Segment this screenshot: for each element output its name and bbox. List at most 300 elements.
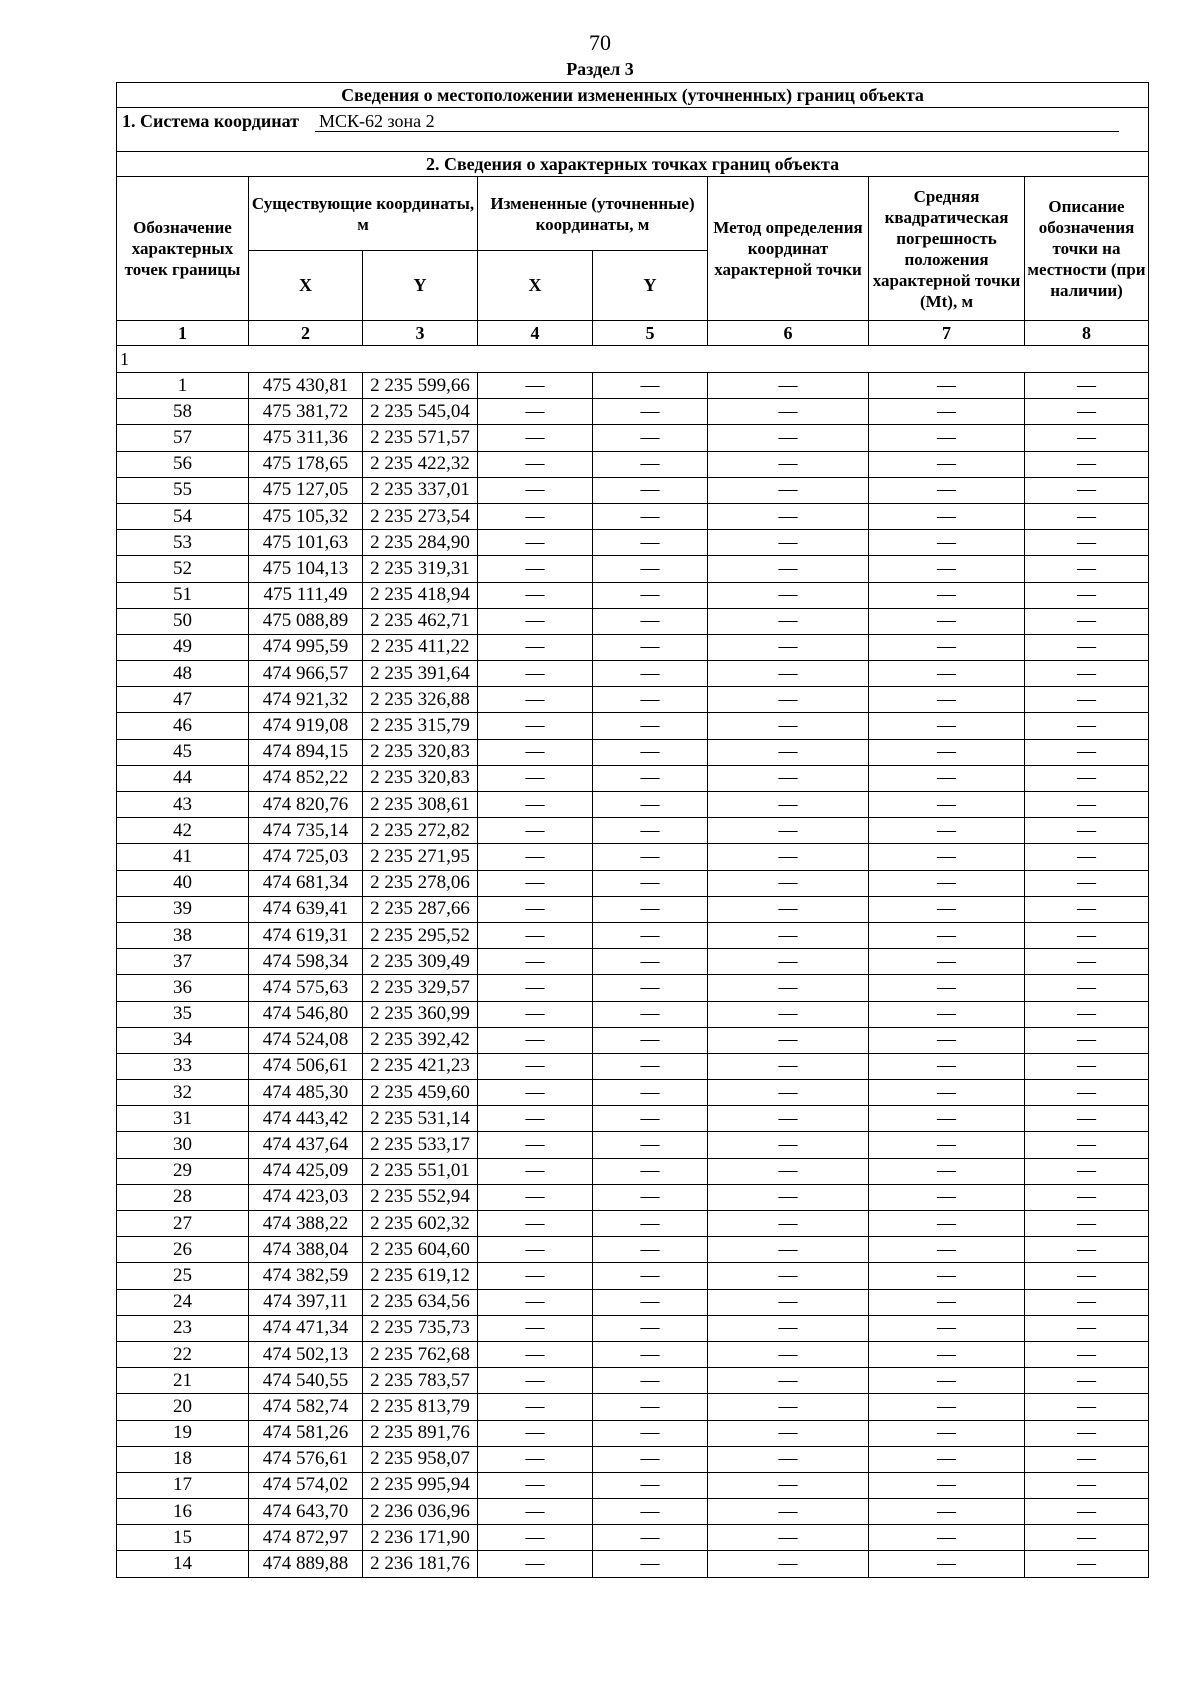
- changed-x-cell: —: [478, 503, 593, 529]
- point-id-cell: 23: [117, 1315, 249, 1341]
- existing-x-cell: 475 111,49: [249, 582, 363, 608]
- existing-y-cell: 2 235 599,66: [363, 373, 478, 399]
- method-cell: —: [708, 739, 869, 765]
- description-cell: —: [1025, 975, 1149, 1001]
- method-cell: —: [708, 1106, 869, 1132]
- description-cell: —: [1025, 870, 1149, 896]
- existing-y-cell: 2 235 295,52: [363, 922, 478, 948]
- accuracy-cell: —: [869, 1001, 1025, 1027]
- changed-y-cell: —: [593, 1027, 708, 1053]
- description-cell: —: [1025, 373, 1149, 399]
- existing-x-cell: 474 388,04: [249, 1237, 363, 1263]
- existing-x-cell: 474 582,74: [249, 1394, 363, 1420]
- changed-x-cell: —: [478, 1106, 593, 1132]
- changed-y-cell: —: [593, 1184, 708, 1210]
- description-cell: —: [1025, 1237, 1149, 1263]
- accuracy-cell: —: [869, 634, 1025, 660]
- changed-x-cell: —: [478, 634, 593, 660]
- method-cell: —: [708, 1551, 869, 1577]
- changed-y-cell: —: [593, 1394, 708, 1420]
- changed-x-cell: —: [478, 530, 593, 556]
- method-cell: —: [708, 949, 869, 975]
- existing-y-cell: 2 235 602,32: [363, 1211, 478, 1237]
- changed-x-cell: —: [478, 1472, 593, 1498]
- method-cell: —: [708, 1525, 869, 1551]
- changed-x-cell: —: [478, 373, 593, 399]
- point-id-cell: 33: [117, 1053, 249, 1079]
- accuracy-cell: —: [869, 530, 1025, 556]
- method-cell: —: [708, 818, 869, 844]
- method-cell: —: [708, 608, 869, 634]
- accuracy-cell: —: [869, 1289, 1025, 1315]
- existing-y-cell: 2 235 329,57: [363, 975, 478, 1001]
- changed-y-cell: —: [593, 503, 708, 529]
- point-id-cell: 56: [117, 451, 249, 477]
- changed-y-cell: —: [593, 582, 708, 608]
- existing-y-cell: 2 235 411,22: [363, 634, 478, 660]
- existing-x-cell: 474 423,03: [249, 1184, 363, 1210]
- changed-y-cell: —: [593, 1158, 708, 1184]
- changed-y-cell: —: [593, 1237, 708, 1263]
- description-cell: —: [1025, 687, 1149, 713]
- changed-y-cell: —: [593, 1420, 708, 1446]
- accuracy-cell: —: [869, 451, 1025, 477]
- column-number: 8: [1025, 321, 1149, 346]
- point-id-cell: 40: [117, 870, 249, 896]
- method-cell: —: [708, 1420, 869, 1446]
- description-cell: —: [1025, 477, 1149, 503]
- existing-y-cell: 2 235 421,23: [363, 1053, 478, 1079]
- accuracy-cell: —: [869, 1394, 1025, 1420]
- method-cell: —: [708, 1263, 869, 1289]
- point-id-cell: 20: [117, 1394, 249, 1420]
- description-cell: —: [1025, 1551, 1149, 1577]
- table-row: [117, 1237, 1149, 1263]
- table-row: [117, 818, 1149, 844]
- point-id-cell: 51: [117, 582, 249, 608]
- changed-y-cell: —: [593, 425, 708, 451]
- accuracy-cell: —: [869, 1420, 1025, 1446]
- table-row: [117, 373, 1149, 399]
- changed-y-cell: —: [593, 1053, 708, 1079]
- changed-y-cell: —: [593, 1132, 708, 1158]
- header-description: Описание обозначения точки на местности (при наличии): [1025, 177, 1149, 321]
- accuracy-cell: —: [869, 1446, 1025, 1472]
- description-cell: —: [1025, 844, 1149, 870]
- description-cell: —: [1025, 530, 1149, 556]
- point-id-cell: 22: [117, 1341, 249, 1367]
- description-cell: —: [1025, 1315, 1149, 1341]
- changed-x-cell: —: [478, 1237, 593, 1263]
- method-cell: —: [708, 425, 869, 451]
- changed-y-cell: —: [593, 634, 708, 660]
- method-cell: —: [708, 896, 869, 922]
- description-cell: —: [1025, 1001, 1149, 1027]
- table-row: [117, 1211, 1149, 1237]
- table-row: [117, 1499, 1149, 1525]
- accuracy-cell: —: [869, 1184, 1025, 1210]
- description-cell: —: [1025, 399, 1149, 425]
- existing-y-cell: 2 235 273,54: [363, 503, 478, 529]
- changed-y-cell: —: [593, 608, 708, 634]
- table-row: [117, 661, 1149, 687]
- description-cell: —: [1025, 1446, 1149, 1472]
- method-cell: —: [708, 399, 869, 425]
- table-row: [117, 1341, 1149, 1367]
- accuracy-cell: —: [869, 556, 1025, 582]
- point-id-cell: 48: [117, 661, 249, 687]
- existing-x-cell: 474 735,14: [249, 818, 363, 844]
- changed-x-cell: —: [478, 556, 593, 582]
- existing-y-cell: 2 236 181,76: [363, 1551, 478, 1577]
- changed-x-cell: —: [478, 765, 593, 791]
- changed-y-cell: —: [593, 1001, 708, 1027]
- method-cell: —: [708, 1132, 869, 1158]
- existing-x-cell: 474 506,61: [249, 1053, 363, 1079]
- point-id-cell: 34: [117, 1027, 249, 1053]
- description-cell: —: [1025, 765, 1149, 791]
- existing-x-cell: 474 437,64: [249, 1132, 363, 1158]
- column-number: 5: [593, 321, 708, 346]
- changed-x-cell: —: [478, 713, 593, 739]
- description-cell: —: [1025, 713, 1149, 739]
- method-cell: —: [708, 1080, 869, 1106]
- description-cell: —: [1025, 1132, 1149, 1158]
- section-title: Раздел 3: [566, 59, 634, 79]
- method-cell: —: [708, 556, 869, 582]
- table-row: [117, 1080, 1149, 1106]
- existing-x-cell: 474 581,26: [249, 1420, 363, 1446]
- existing-y-cell: 2 235 533,17: [363, 1132, 478, 1158]
- header-point-designation: Обозначение характерных точек границы: [117, 177, 249, 321]
- changed-x-cell: —: [478, 1420, 593, 1446]
- description-cell: —: [1025, 1080, 1149, 1106]
- table-row: [117, 1027, 1149, 1053]
- changed-x-cell: —: [478, 1289, 593, 1315]
- accuracy-cell: —: [869, 1499, 1025, 1525]
- method-cell: —: [708, 1158, 869, 1184]
- existing-x-cell: 474 619,31: [249, 922, 363, 948]
- accuracy-cell: —: [869, 1080, 1025, 1106]
- description-cell: —: [1025, 922, 1149, 948]
- point-id-cell: 17: [117, 1472, 249, 1498]
- table-row: [117, 1525, 1149, 1551]
- column-number: 4: [478, 321, 593, 346]
- table-row: [117, 844, 1149, 870]
- table-row: [117, 1368, 1149, 1394]
- description-cell: —: [1025, 739, 1149, 765]
- existing-y-cell: 2 235 272,82: [363, 818, 478, 844]
- description-cell: —: [1025, 608, 1149, 634]
- method-cell: —: [708, 1211, 869, 1237]
- existing-y-cell: 2 235 995,94: [363, 1472, 478, 1498]
- changed-x-cell: —: [478, 1132, 593, 1158]
- changed-x-cell: —: [478, 1315, 593, 1341]
- existing-y-cell: 2 236 036,96: [363, 1499, 478, 1525]
- existing-y-cell: 2 235 551,01: [363, 1158, 478, 1184]
- existing-y-cell: 2 235 545,04: [363, 399, 478, 425]
- table-row: [117, 687, 1149, 713]
- table-row: [117, 739, 1149, 765]
- existing-x-cell: 474 471,34: [249, 1315, 363, 1341]
- changed-y-cell: —: [593, 1551, 708, 1577]
- description-cell: —: [1025, 1184, 1149, 1210]
- description-cell: —: [1025, 818, 1149, 844]
- accuracy-cell: —: [869, 1106, 1025, 1132]
- existing-y-cell: 2 236 171,90: [363, 1525, 478, 1551]
- table-row: [117, 1106, 1149, 1132]
- existing-x-cell: 474 574,02: [249, 1472, 363, 1498]
- existing-y-cell: 2 235 391,64: [363, 661, 478, 687]
- changed-x-cell: —: [478, 870, 593, 896]
- method-cell: —: [708, 530, 869, 556]
- existing-y-cell: 2 235 326,88: [363, 687, 478, 713]
- table-row: [117, 975, 1149, 1001]
- accuracy-cell: —: [869, 1368, 1025, 1394]
- existing-y-cell: 2 235 552,94: [363, 1184, 478, 1210]
- point-id-cell: 45: [117, 739, 249, 765]
- accuracy-cell: —: [869, 818, 1025, 844]
- changed-y-cell: —: [593, 530, 708, 556]
- changed-x-cell: —: [478, 818, 593, 844]
- accuracy-cell: —: [869, 765, 1025, 791]
- description-cell: —: [1025, 792, 1149, 818]
- page-number: 70: [589, 30, 611, 55]
- description-cell: —: [1025, 1525, 1149, 1551]
- existing-x-cell: 474 575,63: [249, 975, 363, 1001]
- point-id-cell: 47: [117, 687, 249, 713]
- changed-x-cell: —: [478, 1080, 593, 1106]
- changed-y-cell: —: [593, 896, 708, 922]
- changed-y-cell: —: [593, 922, 708, 948]
- method-cell: —: [708, 373, 869, 399]
- table-row: [117, 530, 1149, 556]
- existing-x-cell: 474 397,11: [249, 1289, 363, 1315]
- description-cell: —: [1025, 451, 1149, 477]
- changed-x-cell: —: [478, 896, 593, 922]
- point-id-cell: 18: [117, 1446, 249, 1472]
- existing-x-cell: 474 820,76: [249, 792, 363, 818]
- existing-y-cell: 2 235 459,60: [363, 1080, 478, 1106]
- changed-y-cell: —: [593, 713, 708, 739]
- description-cell: —: [1025, 1106, 1149, 1132]
- existing-y-cell: 2 235 783,57: [363, 1368, 478, 1394]
- existing-y-cell: 2 235 735,73: [363, 1315, 478, 1341]
- existing-y-cell: 2 235 309,49: [363, 949, 478, 975]
- point-id-cell: 21: [117, 1368, 249, 1394]
- changed-x-cell: —: [478, 477, 593, 503]
- existing-x-cell: 474 921,32: [249, 687, 363, 713]
- accuracy-cell: —: [869, 608, 1025, 634]
- point-id-cell: 37: [117, 949, 249, 975]
- table-row: [117, 1263, 1149, 1289]
- changed-x-cell: —: [478, 582, 593, 608]
- method-cell: —: [708, 1341, 869, 1367]
- point-id-cell: 16: [117, 1499, 249, 1525]
- changed-y-cell: —: [593, 556, 708, 582]
- existing-y-cell: 2 235 891,76: [363, 1420, 478, 1446]
- table-row: [117, 949, 1149, 975]
- changed-y-cell: —: [593, 818, 708, 844]
- accuracy-cell: —: [869, 1341, 1025, 1367]
- existing-y-cell: 2 235 337,01: [363, 477, 478, 503]
- existing-y-cell: 2 235 619,12: [363, 1263, 478, 1289]
- description-cell: —: [1025, 634, 1149, 660]
- existing-x-cell: 474 502,13: [249, 1341, 363, 1367]
- accuracy-cell: —: [869, 661, 1025, 687]
- point-id-cell: 32: [117, 1080, 249, 1106]
- table-row: [117, 1289, 1149, 1315]
- description-cell: —: [1025, 1472, 1149, 1498]
- method-cell: —: [708, 477, 869, 503]
- existing-x-cell: 474 485,30: [249, 1080, 363, 1106]
- existing-x-cell: 475 178,65: [249, 451, 363, 477]
- method-cell: —: [708, 503, 869, 529]
- existing-x-cell: 474 425,09: [249, 1158, 363, 1184]
- accuracy-cell: —: [869, 1027, 1025, 1053]
- changed-y-cell: —: [593, 661, 708, 687]
- description-cell: —: [1025, 1420, 1149, 1446]
- point-id-cell: 57: [117, 425, 249, 451]
- header-accuracy: Средняя квадратическая погрешность положения характерной точки (Mt), м: [869, 177, 1025, 321]
- existing-y-cell: 2 235 271,95: [363, 844, 478, 870]
- table-row: [117, 870, 1149, 896]
- accuracy-cell: —: [869, 1053, 1025, 1079]
- point-id-cell: 1: [117, 373, 249, 399]
- accuracy-cell: —: [869, 949, 1025, 975]
- existing-y-cell: 2 235 320,83: [363, 765, 478, 791]
- accuracy-cell: —: [869, 1472, 1025, 1498]
- accuracy-cell: —: [869, 922, 1025, 948]
- existing-y-cell: 2 235 360,99: [363, 1001, 478, 1027]
- existing-y-cell: 2 235 287,66: [363, 896, 478, 922]
- accuracy-cell: —: [869, 687, 1025, 713]
- description-cell: —: [1025, 1211, 1149, 1237]
- point-id-cell: 27: [117, 1211, 249, 1237]
- method-cell: —: [708, 1289, 869, 1315]
- table-row: [117, 922, 1149, 948]
- column-number: 3: [363, 321, 478, 346]
- method-cell: —: [708, 922, 869, 948]
- existing-y-cell: 2 235 762,68: [363, 1341, 478, 1367]
- existing-x-cell: 475 104,13: [249, 556, 363, 582]
- table-body: [117, 373, 1149, 1578]
- existing-x-cell: 474 524,08: [249, 1027, 363, 1053]
- existing-y-cell: 2 235 315,79: [363, 713, 478, 739]
- description-cell: —: [1025, 1368, 1149, 1394]
- method-cell: —: [708, 975, 869, 1001]
- table-row: [117, 1551, 1149, 1577]
- existing-x-cell: 475 430,81: [249, 373, 363, 399]
- changed-x-cell: —: [478, 949, 593, 975]
- changed-x-cell: —: [478, 451, 593, 477]
- header-existing-x: X: [249, 251, 363, 321]
- changed-y-cell: —: [593, 1289, 708, 1315]
- description-cell: —: [1025, 503, 1149, 529]
- description-cell: —: [1025, 896, 1149, 922]
- table-row: [117, 451, 1149, 477]
- changed-x-cell: —: [478, 399, 593, 425]
- existing-y-cell: 2 235 308,61: [363, 792, 478, 818]
- point-id-cell: 30: [117, 1132, 249, 1158]
- table-row: [117, 792, 1149, 818]
- table-row: [117, 477, 1149, 503]
- existing-y-cell: 2 235 392,42: [363, 1027, 478, 1053]
- table-row: [117, 634, 1149, 660]
- point-id-cell: 25: [117, 1263, 249, 1289]
- existing-y-cell: 2 235 284,90: [363, 530, 478, 556]
- description-cell: —: [1025, 582, 1149, 608]
- header-existing-coords: Существующие координаты, м: [249, 177, 478, 251]
- changed-y-cell: —: [593, 1499, 708, 1525]
- description-cell: —: [1025, 425, 1149, 451]
- changed-x-cell: —: [478, 1525, 593, 1551]
- changed-x-cell: —: [478, 425, 593, 451]
- coord-system-value: МСК-62 зона 2: [315, 111, 1119, 132]
- column-number: 6: [708, 321, 869, 346]
- existing-x-cell: 475 311,36: [249, 425, 363, 451]
- changed-x-cell: —: [478, 1027, 593, 1053]
- changed-x-cell: —: [478, 975, 593, 1001]
- existing-x-cell: 474 681,34: [249, 870, 363, 896]
- description-cell: —: [1025, 556, 1149, 582]
- point-id-cell: 50: [117, 608, 249, 634]
- table-row: [117, 399, 1149, 425]
- existing-y-cell: 2 235 634,56: [363, 1289, 478, 1315]
- existing-y-cell: 2 235 604,60: [363, 1237, 478, 1263]
- method-cell: —: [708, 792, 869, 818]
- changed-y-cell: —: [593, 1106, 708, 1132]
- changed-y-cell: —: [593, 1080, 708, 1106]
- accuracy-cell: —: [869, 399, 1025, 425]
- point-id-cell: 41: [117, 844, 249, 870]
- table-row: [117, 1001, 1149, 1027]
- existing-x-cell: 475 101,63: [249, 530, 363, 556]
- existing-y-cell: 2 235 319,31: [363, 556, 478, 582]
- changed-x-cell: —: [478, 739, 593, 765]
- changed-y-cell: —: [593, 1472, 708, 1498]
- changed-y-cell: —: [593, 399, 708, 425]
- existing-x-cell: 475 088,89: [249, 608, 363, 634]
- method-cell: —: [708, 713, 869, 739]
- accuracy-cell: —: [869, 503, 1025, 529]
- table-row: [117, 582, 1149, 608]
- point-id-cell: 54: [117, 503, 249, 529]
- description-cell: —: [1025, 949, 1149, 975]
- method-cell: —: [708, 582, 869, 608]
- accuracy-cell: —: [869, 975, 1025, 1001]
- table-row: [117, 896, 1149, 922]
- method-cell: —: [708, 1368, 869, 1394]
- changed-y-cell: —: [593, 739, 708, 765]
- method-cell: —: [708, 1499, 869, 1525]
- method-cell: —: [708, 1001, 869, 1027]
- changed-x-cell: —: [478, 661, 593, 687]
- changed-x-cell: —: [478, 1368, 593, 1394]
- changed-y-cell: —: [593, 1263, 708, 1289]
- header-changed-y: Y: [593, 251, 708, 321]
- table-row: [117, 1184, 1149, 1210]
- existing-y-cell: 2 235 278,06: [363, 870, 478, 896]
- changed-x-cell: —: [478, 1499, 593, 1525]
- method-cell: —: [708, 1315, 869, 1341]
- existing-y-cell: 2 235 422,32: [363, 451, 478, 477]
- existing-x-cell: 474 995,59: [249, 634, 363, 660]
- header-changed-x: X: [478, 251, 593, 321]
- table-row: [117, 765, 1149, 791]
- point-id-cell: 43: [117, 792, 249, 818]
- description-cell: —: [1025, 1289, 1149, 1315]
